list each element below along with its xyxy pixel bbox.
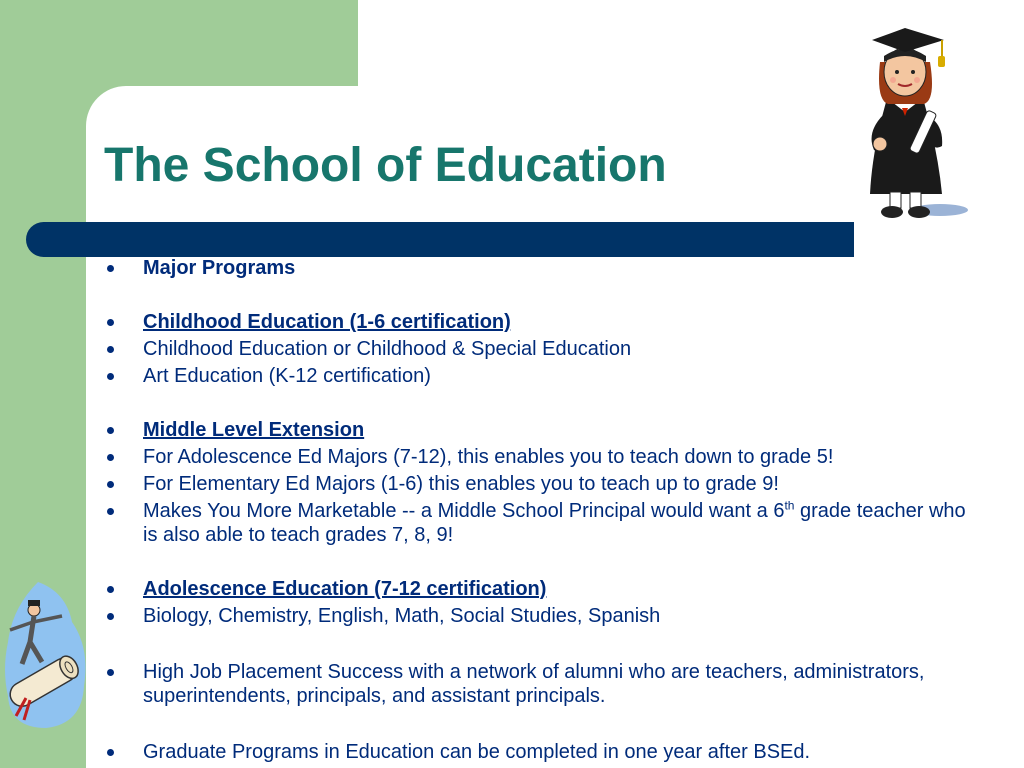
bullet-subjects: Biology, Chemistry, English, Math, Social Studies, Spanish xyxy=(104,604,984,628)
bullet-graduate-programs: Graduate Programs in Education can be completed in one year after BSEd. xyxy=(104,740,984,764)
bullet-job-placement: High Job Placement Success with a network of alumni who are teachers, administrators, superintendents, principals, and assistant principals. xyxy=(104,660,984,708)
bullet-childhood-education-link[interactable]: Childhood Education (1-6 certification) xyxy=(104,310,984,334)
graduate-girl-icon xyxy=(858,22,970,234)
bullet-elementary-majors: For Elementary Ed Majors (1-6) this enables you to teach up to grade 9! xyxy=(104,472,984,496)
bullet-major-programs: Major Programs xyxy=(104,256,984,280)
slide-title: The School of Education xyxy=(104,139,667,192)
diploma-surfer-icon xyxy=(0,578,96,738)
bullet-marketable: Makes You More Marketable -- a Middle School Principal would want a 6th grade teacher who is also able to teach grades 7, 8, 9! xyxy=(104,499,984,547)
bullet-list xyxy=(104,256,984,764)
bullet-middle-level-link[interactable]: Middle Level Extension xyxy=(104,418,984,442)
superscript-th: th xyxy=(784,498,795,513)
bullet-adolescence-education-link[interactable]: Adolescence Education (7-12 certification) xyxy=(104,577,984,601)
title-underline-bar xyxy=(26,222,854,257)
bullet-art-education: Art Education (K-12 certification) xyxy=(104,364,984,388)
bullet-adolescence-majors: For Adolescence Ed Majors (7-12), this enables you to teach down to grade 5! xyxy=(104,445,984,469)
bullet-childhood-special-ed: Childhood Education or Childhood & Special Education xyxy=(104,337,984,361)
